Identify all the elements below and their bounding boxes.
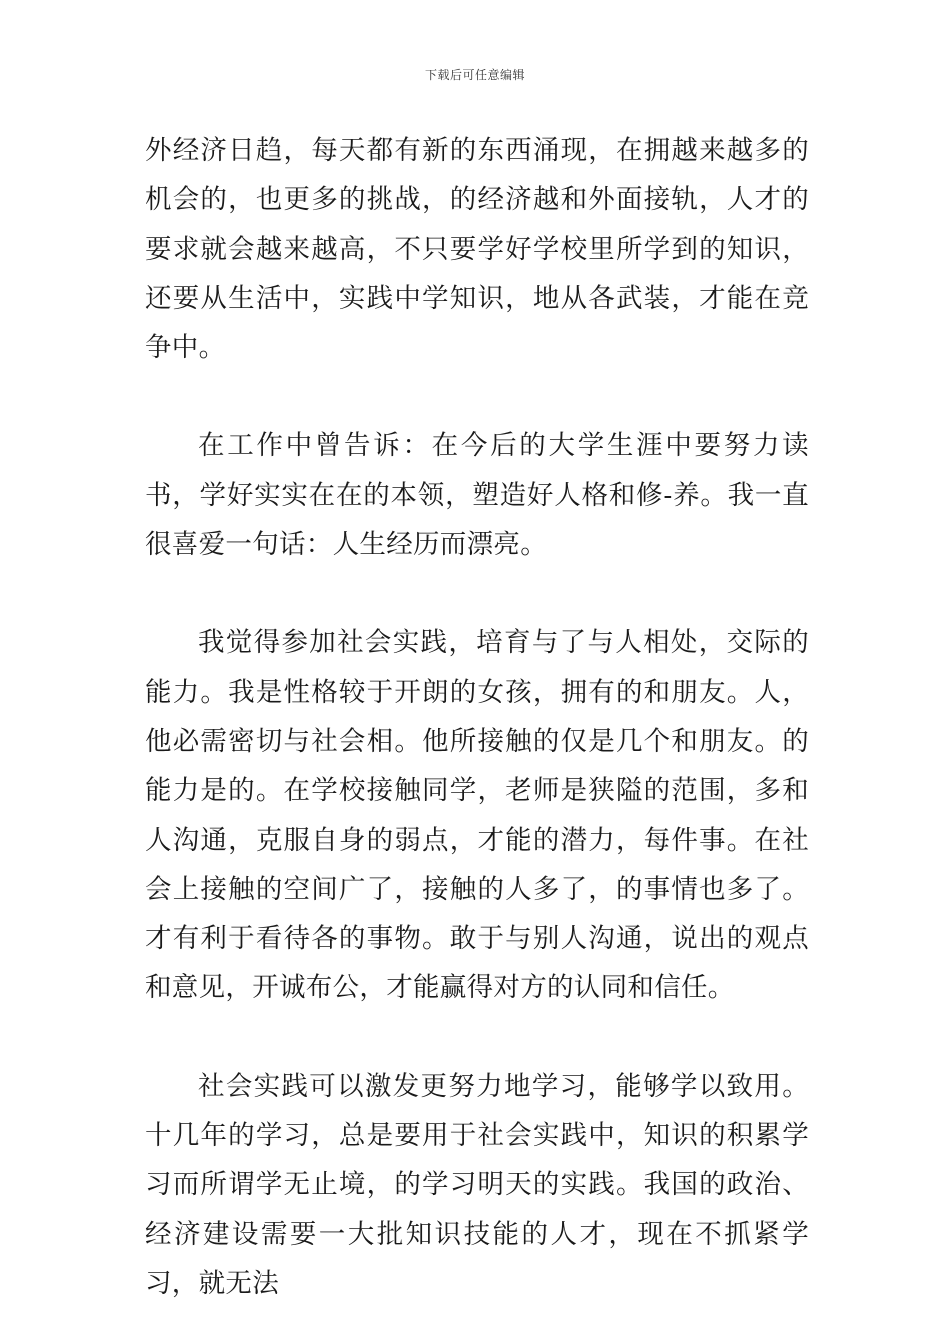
page-header: 下载后可任意编辑 [424, 68, 525, 82]
paragraph-4: 社会实践可以激发更努力地学习，能够学以致用。十几年的学习，总是要用于社会实践中，知识的积累学习而所谓学无止境，的学习明天的实践。我国的政治、经济建设需要一大批知识技能的人才，现在不抓紧学习，就无法 [145, 1070, 809, 1299]
paragraph-1: 外经济日趋，每天都有新的东西涌现，在拥越来越多的机会的，也更多的挑战，的经济越和外面接轨，人才的要求就会越来越高，不只要学好学校里所学到的知识，还要从生活中，实践中学知识，地从各武装，才能在竞争中。 [145, 135, 809, 364]
paragraph-2: 在工作中曾告诉：在今后的大学生涯中要努力读书，学好实实在在的本领，塑造好人格和修-养。我一直很喜爱一句话：人生经历而漂亮。 [145, 430, 809, 561]
document-body [145, 126, 809, 1308]
paragraph-3: 我觉得参加社会实践，培育与了与人相处，交际的能力。我是性格较于开朗的女孩，拥有的和朋友。人，他必需密切与社会相。他所接触的仅是几个和朋友。的能力是的。在学校接触同学，老师是狭隘的范围，多和人沟通，克服自身的弱点，才能的潜力，每件事。在社会上接触的空间广了，接触的人多了，的事情也多了。才有利于看待各的事物。敢于与别人沟通，说出的观点和意见，开诚布公，才能赢得对方的认同和信任。 [145, 627, 809, 1004]
